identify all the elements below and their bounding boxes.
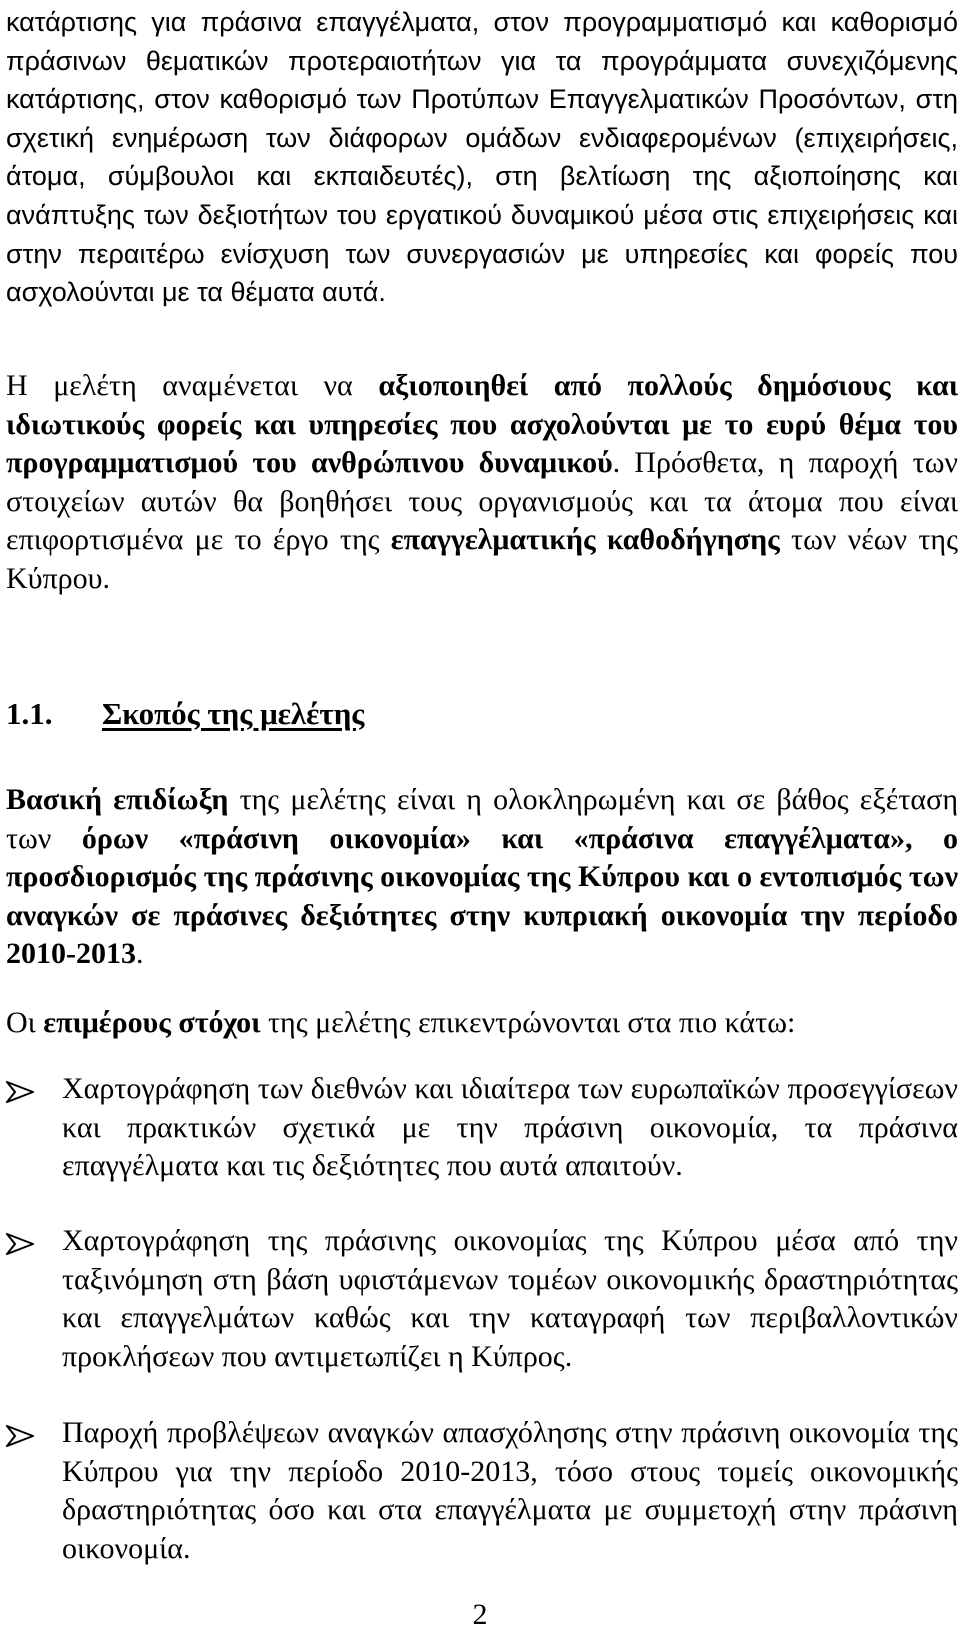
p2-text-2: . Πρόσθετα, η παροχή των στοιχείων αυτών θα βοηθήσει τους οργανισμούς και τα άτομα που είναι επιφορτισμένα με το έργο της [6, 446, 959, 557]
p2-text-3: των νέων της Κύπρου. [6, 523, 958, 595]
p2-text-1: Η μελέτη αναμένεται να [6, 369, 379, 402]
arrowhead-bullet-icon [6, 1425, 34, 1447]
p2-bold-1: αξιοποιηθεί από πολλούς δημόσιους και ιδιωτικούς φορείς και υπηρεσίες που ασχολούνται με το ευρύ θέμα του προγραμματισμού του ανθρώπινου δυναμικού [6, 369, 958, 480]
p2-bold-2: επαγγελματικής καθοδήγησης [390, 523, 780, 557]
p3-bold-2: όρων «πράσινη οικονομία» και «πράσινα επαγγέλματα», ο προσδιορισμός της πράσινης οικονομίας της Κύπρου και ο εντοπισμός των αναγκών σε πράσινες δεξιότητες στην κυπριακή οικονομία την περίοδο 2010-2013 [6, 821, 958, 971]
bullet-item-1 [6, 1070, 958, 1186]
bullet-item-2 [6, 1222, 958, 1376]
section-title: Σκοπός της μελέτης [102, 696, 365, 731]
paragraph-main-goal [6, 781, 958, 974]
paragraph-intro-continuation [6, 3, 958, 312]
bullet-3-text: Παροχή προβλέψεων αναγκών απασχόλησης στην πράσινη οικονομία της Κύπρου για την περίοδο 2010-2013, τόσο στους τομείς οικονομικής δραστηριότητας όσο και στα επαγγέλματα με συμμετοχή στην πράσινη οικονομία. [62, 1416, 958, 1565]
bullet-2-text: Χαρτογράφηση της πράσινης οικονομίας της Κύπρου μέσα από την ταξινόμηση στη βάση υφιστάμενων τομέων οικονομικής δραστηριότητας και επαγγελμάτων καθώς και την καταγραφή των περιβαλλοντικών προκλήσεων που αντιμετωπίζει η Κύπρος. [62, 1224, 958, 1373]
p4-text-2: της μελέτης επικεντρώνονται στα πιο κάτω: [260, 1006, 796, 1039]
section-number: 1.1. [6, 696, 53, 731]
p3-text-2: . [136, 937, 144, 971]
paragraph-study-usage [6, 367, 958, 599]
p3-text-1: της μελέτης είναι η ολοκληρωμένη και σε βάθος εξέταση των [6, 783, 959, 855]
arrowhead-bullet-icon [6, 1081, 34, 1103]
section-heading [6, 694, 364, 734]
p4-text-1: Οι [6, 1006, 44, 1039]
bullet-1-text: Χαρτογράφηση των διεθνών και ιδιαίτερα των ευρωπαϊκών προσεγγίσεων και πρακτικών σχετικά με την πράσινη οικονομία, τα πράσινα επαγγέλματα και τις δεξιότητες που αυτά απαιτούν. [62, 1072, 958, 1183]
arrowhead-bullet-icon [6, 1233, 34, 1255]
p3-bold-1: Βασική επιδίωξη [6, 783, 229, 816]
paragraph-objectives-intro [6, 1004, 958, 1043]
page-number: 2 [472, 1598, 488, 1631]
bullet-item-3 [6, 1414, 958, 1568]
p4-bold-1: επιμέρους στόχοι [43, 1006, 261, 1039]
paragraph-1-text: κατάρτισης για πράσινα επαγγέλματα, στον προγραμματισμό και καθορισμό πράσινων θεματικών προτεραιοτήτων για τα προγράμματα συνεχιζόμενης κατάρτισης, στον καθορισμό των Προτύπων Επαγγελματικών Προσόντων, στη σχετική ενημέρωση των διάφορων ομάδων ενδιαφερομένων (επιχειρήσεις, άτομα, σύμβουλοι και εκπαιδευτές), στη βελτίωση της αξιοποίησης και ανάπτυξης των δεξιοτήτων του εργατικού δυναμικού μέσα στις επιχειρήσεις και στην περαιτέρω ενίσχυση των συνεργασιών με υπηρεσίες και φορείς που ασχολούνται με τα θέματα αυτά. [6, 7, 958, 308]
